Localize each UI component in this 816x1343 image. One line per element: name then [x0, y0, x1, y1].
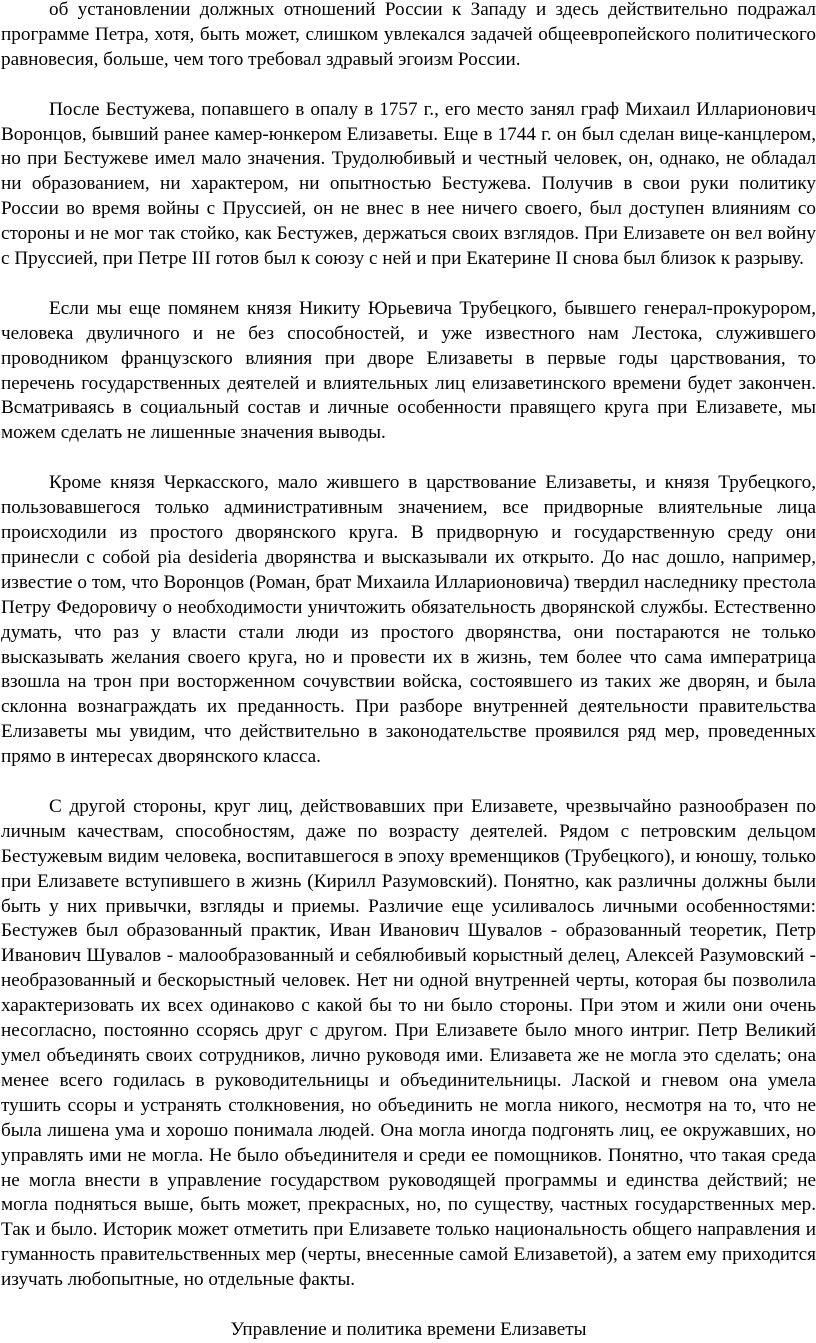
paragraph-gap [1, 770, 816, 795]
paragraph-gap [1, 1293, 816, 1318]
section-heading: Управление и политика времени Елизаветы [230, 1318, 587, 1340]
paragraph-vorontsov: После Бестужева, попавшего в опалу в 1757 г., его место занял граф Михаил Илларионович Воронцов, бывший ранее камер-юнкером Елизаветы. Еще в 1744 г. он был сделан вице-канцлером, но при Бестужеве имел мало значения. Трудолюбивый и честный человек, он, однако, не обладал ни образованием, ни характером, ни опытностью Бестужева. Получив в свои руки политику России во время войны с Пруссией, он не внес в нее ничего своего, был доступен влияниям со стороны и не мог так стойко, как Бестужев, держаться своих взглядов. При Елизавете он вел войну с Пруссией, при Петре III готов был к союзу с ней и при Екатерине II снова был близок к разрыву. [1, 98, 816, 270]
paragraph-gap [1, 73, 816, 98]
paragraph-circle: С другой стороны, круг лиц, действовавших при Елизавете, чрезвычайно разнообразен по личным качествам, способностям, даже по возрасту деятелей. Рядом с петровским дельцом Бестужевым видим человека, воспитавшегося в эпоху временщиков (Трубецкого), и юношу, только при Елизавете вступившего в жизнь (Кирилл Разумовский). Понятно, как различны должны были быть у них привычки, взгляды и приемы. Различие еще усиливалось личными особенностями: Бестужев был образованный практик, Иван Иванович Шувалов - образованный теоретик, Петр Иванович Шувалов - малообразованный и себялюбивый корыстный делец, Алексей Разумовский - необразованный и бескорыстный человек. Нет ни одной внутренней черты, которая бы позволила характеризовать их всех одинаково с какой бы то ни было стороны. При этом и жили они очень несогласно, постоянно ссорясь друг с другом. При Елизавете было много интриг. Петр Великий умел объединять своих сотрудников, лично руководя ими. Елизавета же не могла это сделать; она менее всего годилась в руководительницы и объединительницы. Лаской и гневом она умела тушить ссоры и устранять столкновения, но объединить не могла никого, несмотря на то, что не была лишена ума и хорошо понимала людей. Она могла иногда подгонять лиц, ее окружавших, но управлять ими не могла. Не было объединителя и среди ее помощников. Понятно, что такая среда не могла внести в управление государством руководящей программы и единства действий; не могла подняться выше, быть может, прекрасных, но, по существу, частных государственных мер. Так и было. Историк может отметить при Елизавете только национальность общего направления и гуманность правительственных мер (черты, внесенные самой Елизаветой), а затем ему приходится изучать любопытные, но отдельные факты. [1, 795, 816, 1291]
paragraph-trubetskoy: Если мы еще помянем князя Никиту Юрьевича Трубецкого, бывшего генерал-прокурором, человека двуличного и не без способностей, и уже известного нам Лестока, служившего проводником французского влияния при дворе Елизаветы в первые годы царствования, то перечень государственных деятелей и влиятельных лиц елизаветинского времени будет закончен. Всматриваясь в социальный состав и личные особенности правящего круга при Елизавете, мы можем сделать не лишенные значения выводы. [1, 297, 816, 444]
paragraph-gap [1, 446, 816, 471]
paragraph-continuation: об установлении должных отношений России к Западу и здесь действительно подражал программе Петра, хотя, быть может, слишком увлекался задачей общеевропейского политического равновесия, больше, чем того требовал здравый эгоизм России. [1, 0, 816, 70]
paragraph-nobility: Кроме князя Черкасского, мало жившего в царствование Елизаветы, и князя Трубецкого, пользовавшегося только административным значением, все придворные влиятельные лица происходили из простого дворянского круга. В придворную и государственную среду они принесли с собой pia desideria дворянства и высказывали их открыто. До нас дошло, например, известие о том, что Воронцов (Роман, брат Михаила Илларионовича) твердил наследнику престола Петру Федоровичу о необходимости уничтожить обязательность дворянской службы. Естественно думать, что раз у власти стали люди из простого дворянства, они постараются не только высказывать желания своего круга, но и провести их в жизнь, тем более что сама императрица взошла на трон при восторженном сочувствии войска, состоявшего из таких же дворян, и была склонна вознаграждать их преданность. При разборе внутренней деятельности правительства Елизаветы мы увидим, что действительно в законодательстве проявился ряд мер, проведенных прямо в интересах дворянского класса. [1, 472, 816, 768]
paragraph-gap [1, 272, 816, 297]
